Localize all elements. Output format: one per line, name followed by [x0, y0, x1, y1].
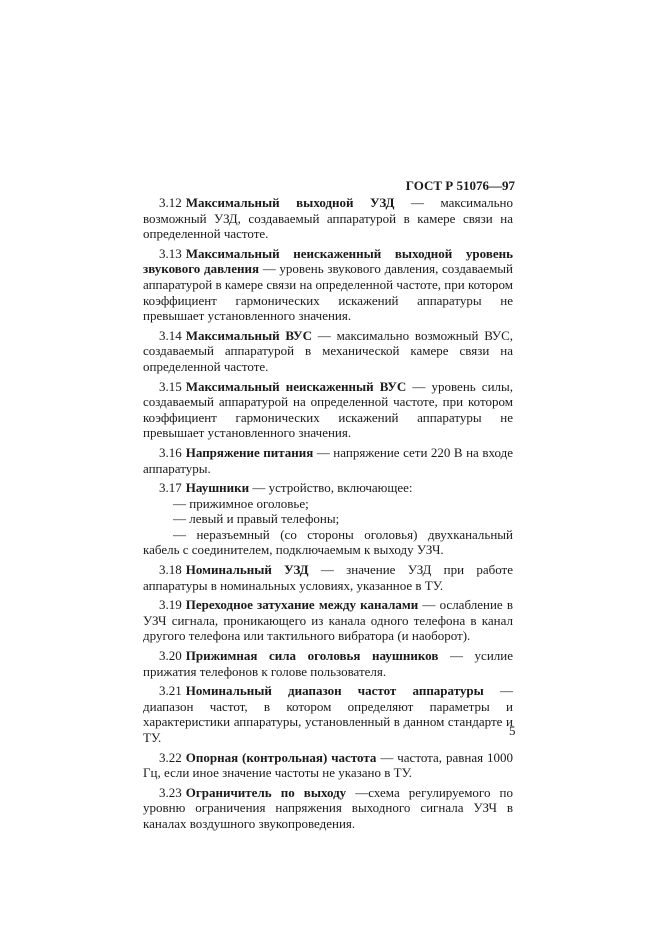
entry-number: 3.12	[159, 195, 182, 210]
definition-entry	[143, 445, 513, 476]
entry-text: — устройство, включающее:	[249, 480, 413, 496]
entry-term: Переходное затухание между каналами	[185, 597, 419, 613]
entry-term: Максимальный неискаженный выходной уровень звукового давления	[143, 245, 513, 277]
entry-text: — значение УЗД при работе аппаратуры в номинальных условиях, указанное в ТУ.	[143, 562, 513, 593]
entry-term: Прижимная сила оголовья наушников	[185, 648, 439, 664]
definition-entry	[143, 785, 513, 832]
entry-text: — уровень силы, создаваемый аппаратурой на определенной частоте, при котором коэффициент гармонических искажений аппаратуры не превышает установленного значения.	[143, 378, 513, 441]
definition-entry	[143, 683, 513, 745]
headphone-component-item: — неразъемный (со стороны оголовья) двухканальный кабель с соединителем, подключаемым к выходу УЗЧ.	[143, 526, 513, 558]
entry-text: —схема регулируемого по уровню ограничения напряжения выходного сигнала УЗЧ в каналах воздушного звукопроведения.	[143, 784, 513, 831]
definition-entry	[143, 379, 513, 441]
entry-number: 3.20	[159, 648, 182, 664]
entry-term: Номинальный УЗД	[185, 562, 309, 578]
definition-entry	[143, 750, 513, 781]
entry-number: 3.14	[159, 327, 182, 343]
definition-entry	[143, 328, 513, 375]
entry-number: 3.15	[159, 378, 182, 394]
entry-number: 3.13	[159, 245, 182, 261]
entry-number: 3.17	[159, 480, 182, 496]
definition-entry	[143, 195, 513, 242]
entry-text: — усилие прижатия телефонов к голове пользователя.	[143, 648, 513, 679]
entry-number: 3.23	[159, 784, 182, 800]
entry-number: 3.22	[159, 749, 182, 765]
entry-term: Опорная (контрольная) частота	[185, 749, 377, 765]
entry-term: Наушники	[185, 480, 250, 496]
entry-number: 3.21	[159, 683, 182, 699]
entry-number: 3.19	[159, 597, 182, 613]
definition-entry	[143, 246, 513, 324]
entry-text: — напряжение сети 220 В на входе аппаратуры.	[143, 444, 513, 476]
entry-term: Максимальный выходной УЗД	[185, 195, 395, 210]
headphone-component-item: — прижимное оголовье;	[173, 495, 309, 511]
entry-text: — максимально возможный УЗД, создаваемый аппаратурой в камере связи на определенной частоте.	[143, 195, 513, 242]
definition-entry	[143, 597, 513, 644]
entry-term: Максимальный неискаженный ВУС	[185, 378, 407, 394]
entry-term: Максимальный ВУС	[185, 327, 312, 343]
entry-text: — диапазон частот, в котором определяют параметры и характеристики аппаратуры, установленный в данном стандарте и ТУ.	[143, 683, 514, 745]
entry-text: — уровень звукового давления, создаваемый аппаратурой в камере связи на определенной частоте, при котором коэффициент гармонических искажений аппаратуры не превышает установленного значения.	[143, 261, 513, 324]
entry-term: Напряжение питания	[185, 444, 314, 460]
document-body	[143, 195, 513, 836]
entry-number: 3.16	[159, 444, 182, 460]
definition-entry	[143, 562, 513, 593]
entry-text: — максимально возможный ВУС, создаваемый аппаратурой в механической камере связи на определенной частоте.	[143, 327, 513, 374]
entry-number: 3.18	[159, 562, 182, 578]
document-code-header: ГОСТ Р 51076—97	[405, 178, 515, 193]
entry-text: — частота, равная 1000 Гц, если иное значение частоты не указано в ТУ.	[143, 749, 513, 781]
entry-term: Номинальный диапазон частот аппаратуры	[185, 683, 484, 699]
page-number: 5	[509, 723, 516, 738]
definition-entry	[143, 480, 513, 496]
headphone-component-item: — левый и правый телефоны;	[173, 511, 340, 527]
definition-entry	[143, 648, 513, 679]
entry-term: Ограничитель по выходу	[185, 784, 347, 800]
entry-text: — ослабление в УЗЧ сигнала, проникающего из канала одного телефона в канал другого телефона или тактильного вибратора (и наоборот).	[143, 597, 513, 644]
